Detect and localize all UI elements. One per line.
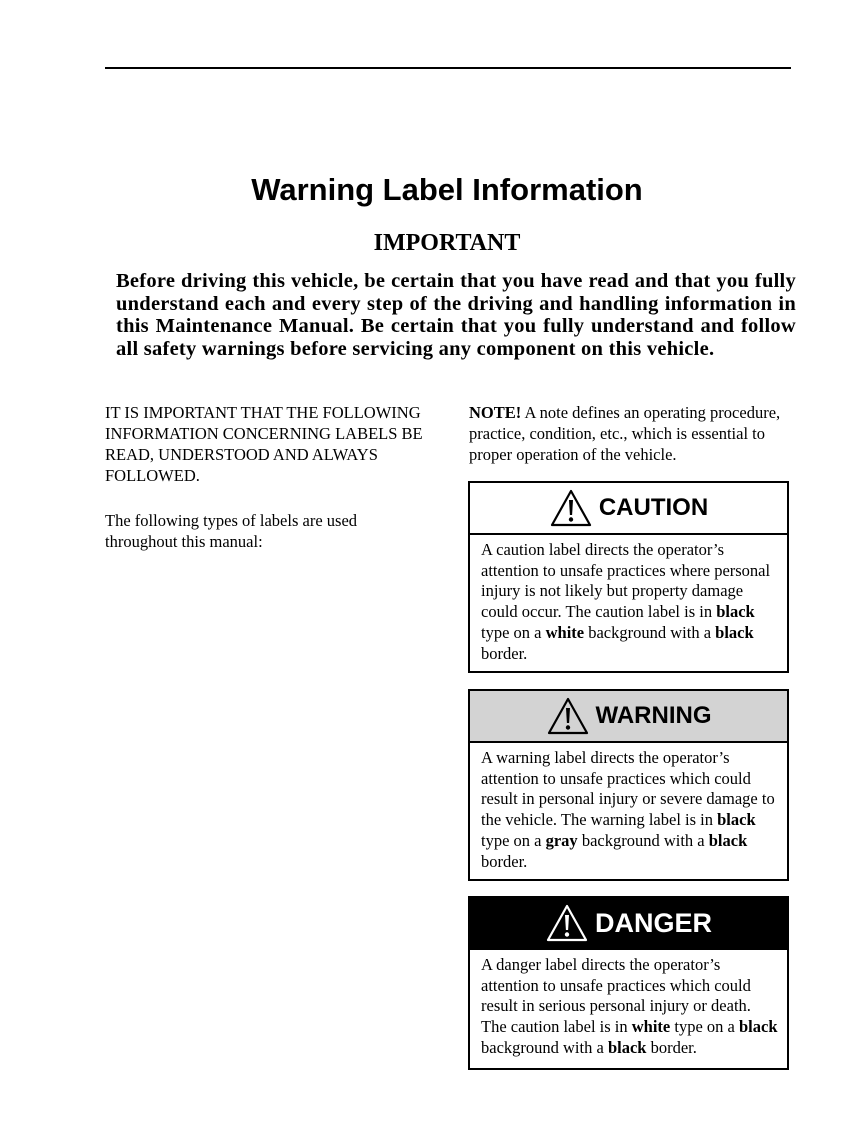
- note-text: A note defines an operating procedure, practice, condition, etc., which is essential to proper operation of the vehicle.: [469, 403, 781, 464]
- danger-body-text: border.: [646, 1037, 697, 1057]
- important-heading: IMPORTANT: [373, 230, 521, 256]
- danger-heading: DANGER: [594, 907, 712, 938]
- warning-body-bold: gray: [545, 830, 578, 850]
- danger-body-bold: black: [738, 1017, 778, 1037]
- caution-body-text: A caution label directs the operator’s attention to unsafe practices where personal injury is not likely but property damage could occur. The caution label is in: [481, 540, 771, 622]
- page-title: Warning Label Information: [251, 172, 643, 207]
- label-types-paragraph: The following types of labels are used throughout this manual:: [105, 511, 358, 551]
- danger-body-text: A danger label directs the operator’s attention to unsafe practices which could result in serious personal injury or death. The caution label is in: [481, 955, 751, 1037]
- caution-header: [470, 483, 787, 535]
- caution-body-text: background with a: [584, 622, 716, 642]
- caution-body-text: type on a: [481, 622, 546, 642]
- danger-body-bold: white: [631, 1017, 671, 1037]
- danger-body-bold: black: [607, 1037, 647, 1057]
- warning-body-text: A warning label directs the operator’s attention to unsafe practices which could result in personal injury or severe damage to the vehicle. The warning label is in: [481, 748, 775, 830]
- header-rule: [105, 67, 791, 69]
- warning-heading: WARNING: [595, 702, 712, 729]
- note-paragraph: [469, 402, 799, 465]
- warning-body-bold: black: [708, 830, 748, 850]
- warning-label-box: [468, 689, 789, 881]
- warning-header: [470, 691, 787, 743]
- danger-header: [470, 898, 787, 950]
- caution-body: [470, 535, 787, 664]
- warning-body: [470, 743, 787, 872]
- warning-body-bold: black: [717, 810, 756, 830]
- warning-triangle-icon: [546, 696, 590, 736]
- intro-paragraph: Before driving this vehicle, be certain that you have read and that you fully understand each and every step of the driving and handling information in this Maintenance Manual. Be certain that you fully understand and follow all safety warnings before servicing any component on this vehicle.: [116, 270, 796, 360]
- caution-heading: CAUTION: [598, 494, 709, 521]
- important-notice-paragraph: IT IS IMPORTANT THAT THE FOLLOWING INFORMATION CONCERNING LABELS BE READ, UNDERSTOOD AND ALWAYS FOLLOWED.: [105, 403, 423, 485]
- caution-label-box: [468, 481, 789, 673]
- danger-body: [470, 950, 787, 1059]
- danger-body-text: background with a: [481, 1037, 608, 1057]
- caution-body-bold: black: [716, 602, 755, 622]
- warning-body-text: type on a: [481, 830, 546, 850]
- warning-body-text: border.: [481, 851, 528, 871]
- warning-triangle-icon: [549, 488, 593, 528]
- note-label: NOTE!: [469, 403, 522, 422]
- warning-triangle-icon: [545, 903, 589, 943]
- caution-body-bold: white: [545, 622, 585, 642]
- danger-body-text: type on a: [670, 1017, 739, 1037]
- caution-body-bold: black: [715, 622, 754, 642]
- caution-body-text: border.: [481, 643, 528, 663]
- danger-label-box: [468, 896, 789, 1070]
- warning-body-text: background with a: [577, 830, 709, 850]
